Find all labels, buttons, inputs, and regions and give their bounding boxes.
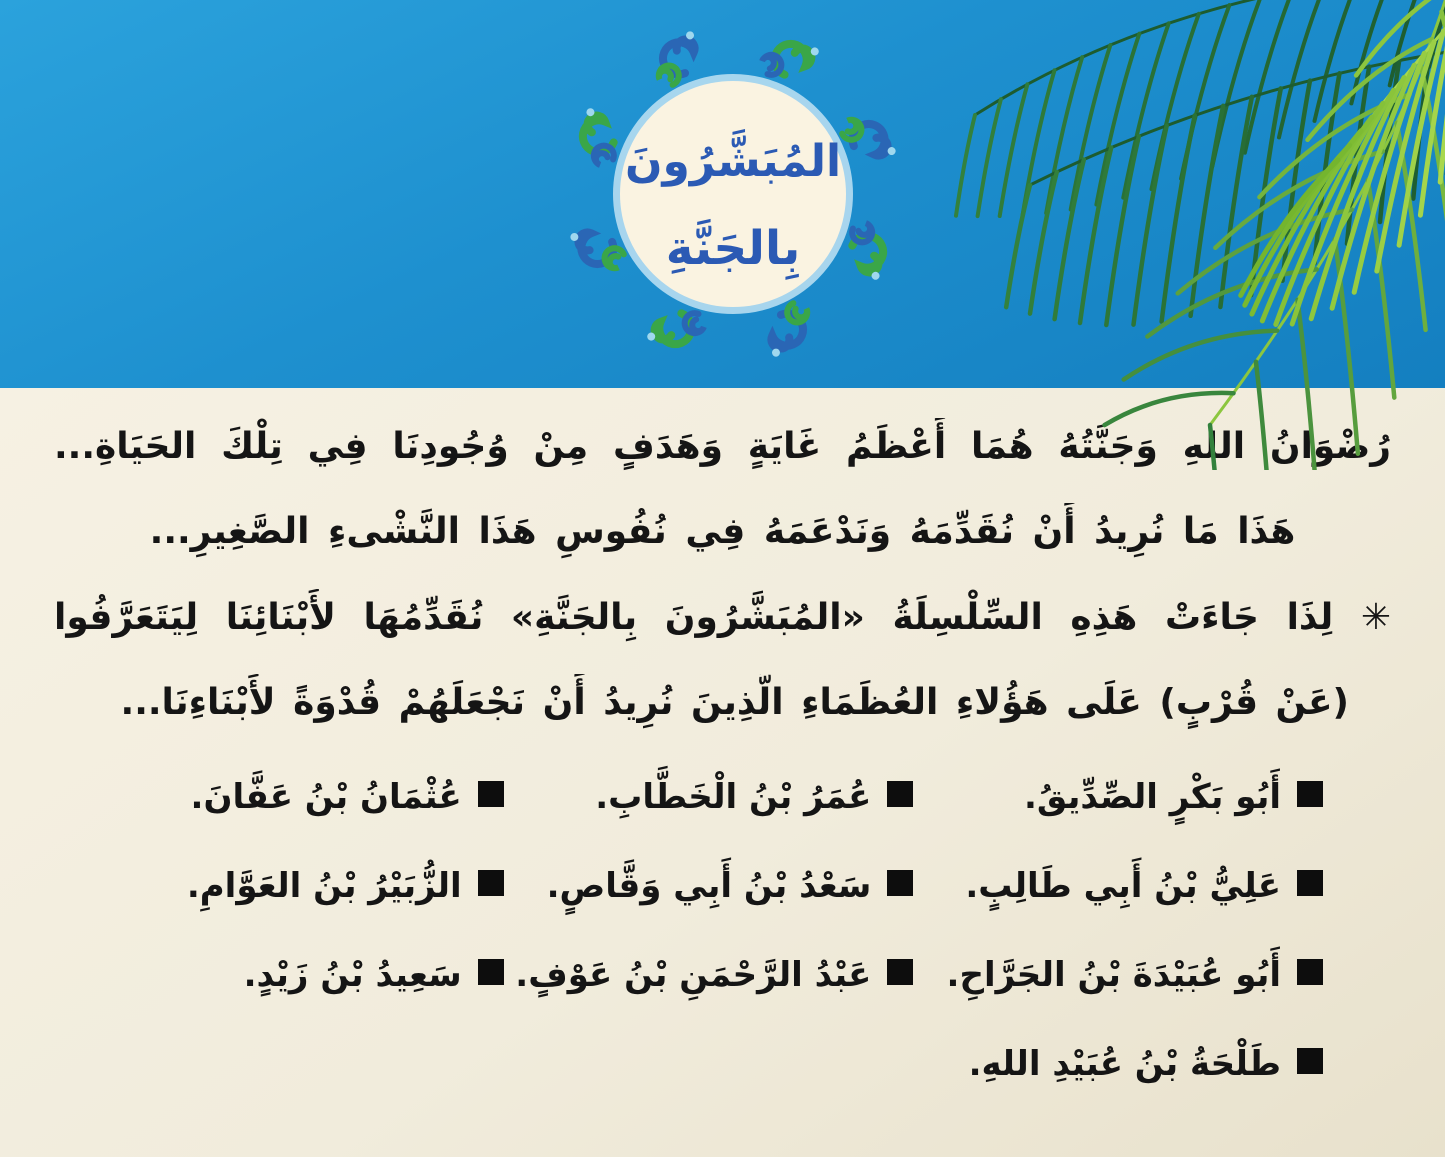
companion-name: عَلِيُّ بْنُ أَبِي طَالِبٍ. bbox=[965, 866, 1281, 907]
logo-title-line1: المُبَشَّرُونَ bbox=[624, 136, 842, 187]
intro-line-1: رُضْوَانُ اللهِ وَجَنَّتُهُ هُمَا أَعْظَمُ غَايَةٍ وَهَدَفٍ مِنْ وُجُودِنَا فِي تِلْكَ الحَيَاةِ... bbox=[54, 426, 1391, 467]
square-bullet-icon bbox=[478, 870, 504, 896]
logo-title-line2: بِالجَنَّةِ bbox=[665, 221, 801, 276]
list-item bbox=[913, 950, 1323, 1001]
list-item bbox=[504, 950, 914, 1001]
series-logo bbox=[558, 18, 908, 374]
list-item bbox=[94, 950, 504, 1001]
list-item bbox=[504, 772, 914, 823]
square-bullet-icon bbox=[478, 959, 504, 985]
list-item bbox=[913, 1039, 1323, 1090]
companion-name: سَعِيدُ بْنُ زَيْدٍ. bbox=[243, 955, 462, 996]
square-bullet-icon bbox=[1297, 959, 1323, 985]
companions-list bbox=[94, 772, 1323, 1090]
list-item bbox=[913, 772, 1323, 823]
square-bullet-icon bbox=[1297, 781, 1323, 807]
intro-line-2: هَذَا مَا نُرِيدُ أَنْ نُقَدِّمَهُ وَنَدْعَمَهُ فِي نُفُوسِ هَذَا النَّشْىءِ الصَّغِيرِ... bbox=[149, 511, 1296, 553]
square-bullet-icon bbox=[1297, 1048, 1323, 1074]
companion-name: أَبُو بَكْرٍ الصِّدِّيقُ. bbox=[1024, 777, 1281, 818]
square-bullet-icon bbox=[887, 870, 913, 896]
list-item bbox=[94, 772, 504, 823]
square-bullet-icon bbox=[887, 959, 913, 985]
square-bullet-icon bbox=[1297, 870, 1323, 896]
series-line-1: ✳ لِذَا جَاءَتْ هَذِهِ السِّلْسِلَةُ «المُبَشَّرُونَ بِالجَنَّةِ» نُقَدِّمُهَا لأَبْنَائِنَا لِيَتَعَرَّفُوا bbox=[54, 596, 1391, 638]
list-item bbox=[94, 861, 504, 912]
companion-name: عُمَرُ بْنُ الْخَطَّابِ. bbox=[595, 777, 872, 818]
companion-name: عَبْدُ الرَّحْمَنِ بْنُ عَوْفٍ. bbox=[515, 955, 872, 996]
square-bullet-icon bbox=[887, 781, 913, 807]
list-item bbox=[913, 861, 1323, 912]
series-line-2: (عَنْ قُرْبٍ) عَلَى هَؤُلاءِ العُظَمَاءِ الَّذِينَ نُرِيدُ أَنْ نَجْعَلَهُمْ قُدْوَةً لأَبْنَاءِنَا... bbox=[120, 681, 1349, 723]
header-banner bbox=[0, 0, 1445, 388]
companion-name: سَعْدُ بْنُ أَبِي وَقَّاصٍ. bbox=[546, 866, 872, 907]
companion-name: الزُّبَيْرُ بْنُ العَوَّامِ. bbox=[186, 866, 462, 907]
companion-name: عُثْمَانُ بْنُ عَفَّانَ. bbox=[190, 777, 462, 818]
cover-text bbox=[0, 388, 1445, 1157]
square-bullet-icon bbox=[478, 781, 504, 807]
list-item bbox=[504, 861, 914, 912]
companion-name: طَلْحَةُ بْنُ عُبَيْدِ اللهِ. bbox=[968, 1044, 1281, 1085]
companion-name: أَبُو عُبَيْدَةَ بْنُ الجَرَّاحِ. bbox=[946, 955, 1281, 996]
